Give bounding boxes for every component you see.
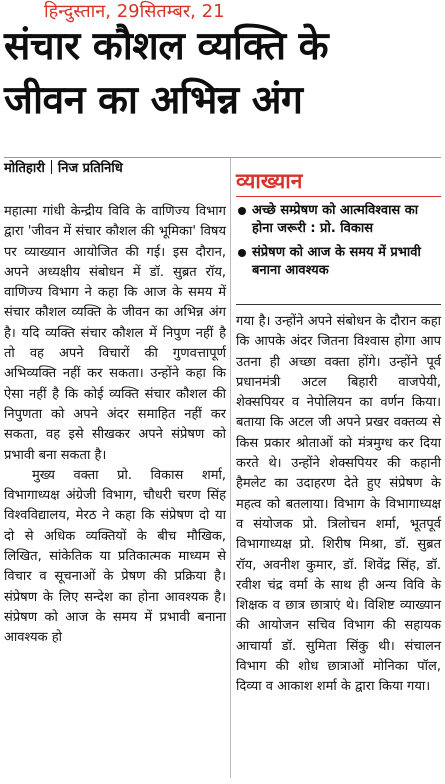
headline-line-2: जीवन का अभिन्न अंग — [4, 78, 303, 123]
highlight-item — [236, 244, 441, 280]
article-column-1 — [4, 202, 226, 649]
bullet-icon — [238, 249, 246, 257]
bullet-icon — [238, 207, 246, 215]
section-label: व्याख्यान — [236, 169, 303, 193]
paragraph-2: मुख्य वक्ता प्रो. विकास शर्मा, विभागाध्यक्ष अंग्रेजी विभाग, चौधरी चरण सिंह विश्वविद्यालय, मेरठ ने कहा कि संप्रेषण दो या दो से अधिक व्यक्तियों के बीच मौखिक, लिखित, सांकेतिक या प्रतिकात्मक माध्यम से विचार व सूचनाओं के प्रेषण की प्रक्रिया है। संप्रेषण के लिए सन्देश का होना आवश्यक है। संप्रेषण को आज के समय में प्रभावी बनाना आवश्यक हो — [4, 467, 226, 646]
article-column-2 — [236, 312, 441, 698]
highlights — [236, 202, 441, 286]
highlight-item — [236, 202, 441, 238]
highlight-text: संप्रेषण को आज के समय में प्रभावी बनाना आवश्यक — [252, 245, 421, 278]
byline-separator — [51, 160, 52, 174]
top-rule — [4, 157, 441, 158]
paragraph-1: महात्मा गांधी केन्द्रीय विवि के वाणिज्य विभाग द्वारा 'जीवन में संचार कौशल की भूमिका' विषय पर व्याख्यान आयोजित की गई। इस दौरान, अपने अध्यक्षीय संबोधन में डॉ. सुब्रत रॉय, वाणिज्य विभाग ने कहा कि आज के समय में संचार कौशल व्यक्ति के जीवन का अभिन्न अंग है। यदि व्यक्ति संचार कौशल में निपुण नहीं है तो वह अपने विचारों की गुणवत्तापूर्ण अभिव्यक्ति नहीं कर सकता। उन्होंने कहा कि ऐसा नहीं है कि कोई व्यक्ति संचार कौशल की निपुणता को अपने अंदर समाहित नहीं कर सकता, वह इसे सीखकर अपने संप्रेषण को प्रभावी बना सकता है। — [4, 204, 226, 463]
byline — [4, 160, 224, 178]
column-divider — [230, 158, 231, 778]
headline — [4, 20, 440, 128]
byline-agency: निज प्रतिनिधि — [57, 161, 123, 176]
section-rule — [236, 196, 441, 197]
paragraph-3: गया है। उन्होंने अपने संबोधन के दौरान कहा कि आपके अंदर जितना विश्वास होगा आप उतना ही अच्छा वक्ता होंगे। उन्होंने पूर्व प्रधानमंत्री अटल बिहारी वाजपेयी, शेक्सपियर व नेपोलियन का वर्णन किया।बताया कि अटल जी अपने प्रखर वक्तव्य से किस प्रकार श्रोताओं को मंत्रमुग्ध कर दिया करते थे। उन्होंने शेक्सपियर की कहानी हैमलेट का उदाहरण देते हुए संप्रेषण के महत्व को बतलाया। विभाग के विभागाध्यक्ष व संयोजक प्रो. त्रिलोचन शर्मा, भूतपूर्व विभागाध्यक्ष प्रो. शिरीष मिश्रा, डॉ. सुब्रत रॉय, अवनीश कुमार, डॉ. शिवेंद्र सिंह, डॉ. रवीश चंद्र वर्मा के साथ ही अन्य विवि के शिक्षक व छात्र छात्राएं थे। विशिष्ट व्याख्यान की आयोजन सचिव विभाग की सहायक आचार्या डॉ. सुमिता सिंकु थी। संचालन विभाग की शोध छात्राओं मोनिका पॉल, दिव्या व आकाश शर्मा के द्वारा किया गया। — [236, 314, 441, 695]
dateline: हिन्दुस्तान, 29सितम्बर, 21 — [44, 1, 225, 22]
highlights-rule — [236, 304, 441, 305]
byline-place: मोतिहारी — [4, 161, 45, 176]
headline-line-1: संचार कौशल व्यक्ति के — [4, 24, 329, 69]
highlight-text: अच्छे सम्प्रेषण को आत्मविश्वास का होना जरूरी : प्रो. विकास — [252, 203, 419, 236]
